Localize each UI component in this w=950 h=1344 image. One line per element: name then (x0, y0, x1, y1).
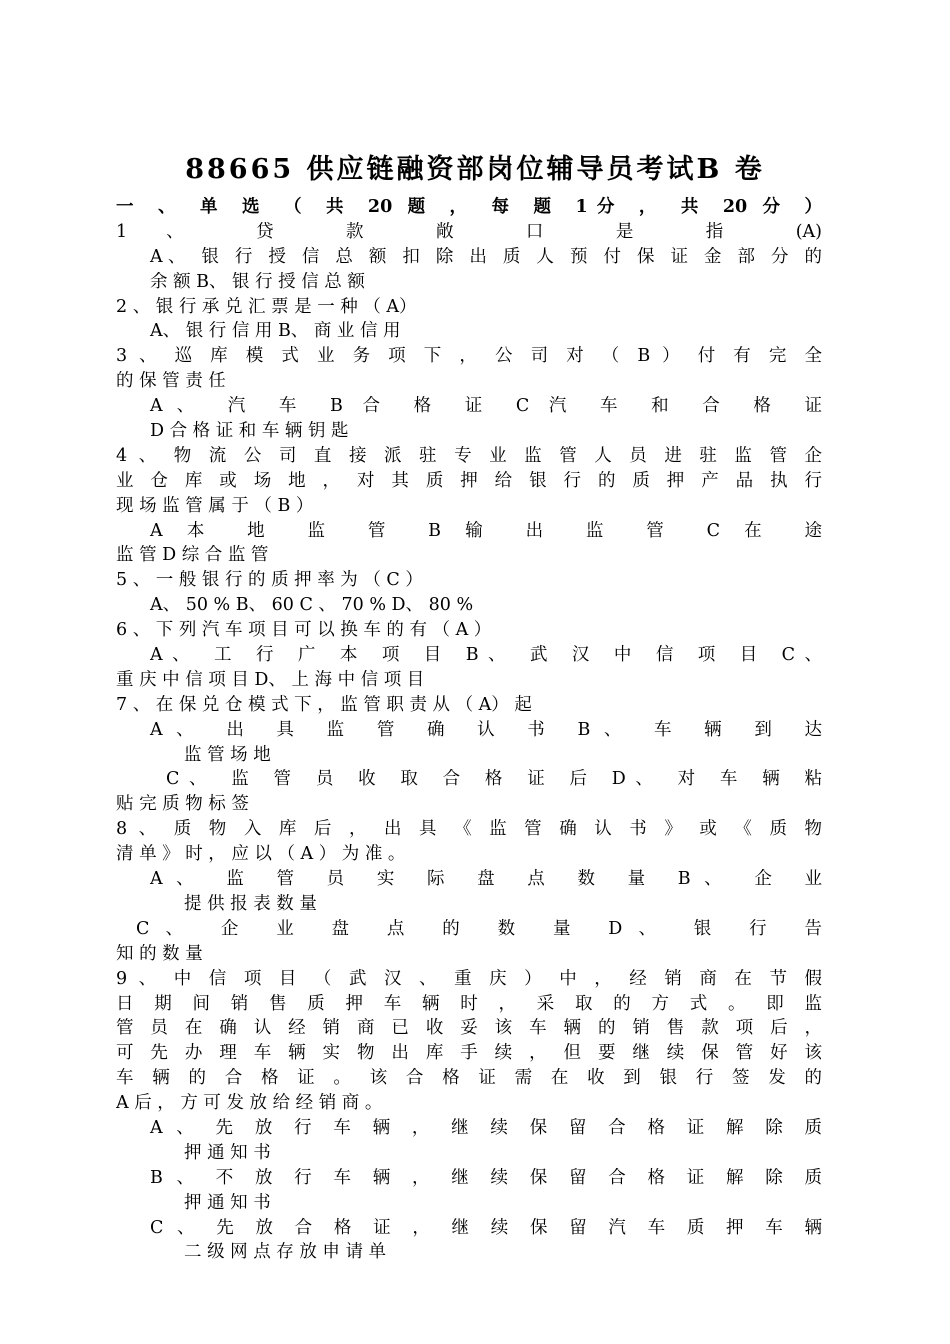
option-line: 监 管 场 地 (184, 744, 271, 765)
question-line: 日 期 间 销 售 质 押 车 辆 时 ， 采 取 的 方 式 。 即 监 (116, 993, 822, 1014)
option-line: B 、 不 放 行 车 辆 ， 继 续 保 留 合 格 证 解 除 质 (150, 1167, 822, 1188)
question-9: 9 、 中 信 项 目 （ 武 汉 、 重 庆 ） 中 ， 经 销 商 在 节 假 (116, 968, 822, 989)
option-line: 监 管 D 综 合 监 管 (116, 545, 269, 566)
section-heading: 一 、 单 选 （ 共 20 题 ， 每 题 1分 ， 共 20 分 ） (116, 197, 822, 217)
question-line: A 后 ， 方 可 发 放 给 经 销 商 。 (116, 1093, 383, 1114)
option-line: A、 汽 车 B 合 格 证 C 汽 车 和 合 格 证 (150, 396, 822, 417)
question-2: 2 、 银 行 承 兑 汇 票 是 一 种 （ A） (116, 296, 417, 317)
question-3: 3 、 巡 库 模 式 业 务 项 下 ， 公 司 对 （ B ） 付 有 完 全 (116, 346, 822, 367)
option-line: A、 监 管 员 实 际 盘 点 数 量 B、 企 业 (150, 869, 822, 890)
page-title: 88665 供应链融资部岗位辅导员考试B 卷 (185, 154, 765, 185)
option-line: 余 额 B、 银 行 授 信 总 额 (150, 271, 365, 292)
option-line: 重 庆 中 信 项 目 D、 上 海 中 信 项 目 (116, 669, 425, 690)
option-line: C、 监 管 员 收 取 合 格 证 后 D、 对 车 辆 粘 (166, 769, 822, 790)
option-line: 知 的 数 量 (116, 943, 203, 964)
question-5: 5 、 一 般 银 行 的 质 押 率 为 （ C ） (116, 570, 423, 591)
question-1: 1 、 贷 款 敞 口 是 指 (A) (116, 221, 822, 242)
question-line: 现 场 监 管 属 于 （ B ） (116, 495, 314, 516)
option-line: A、 出 具 监 管 确 认 书 B、 车 辆 到 达 (150, 719, 822, 740)
question-line: 管 员 在 确 认 经 销 商 已 收 妥 该 车 辆 的 销 售 款 项 后 ， (116, 1018, 822, 1039)
option-line: A、 工 行 广 本 项 目 B、 武 汉 中 信 项 目 C、 (150, 645, 822, 666)
question-line: 的 保 管 责 任 (116, 371, 226, 392)
option-line: A 本 地 监 管 B 输 出 监 管 C 在 途 (150, 520, 822, 541)
question-line: 车 辆 的 合 格 证 。 该 合 格 证 需 在 收 到 银 行 签 发 的 (116, 1068, 822, 1089)
option-line: A、 50 % B、 60 C 、 70 % D、 80 % (150, 595, 474, 616)
option-line: 押 通 知 书 (184, 1142, 271, 1163)
exam-content (116, 195, 822, 1265)
question-4: 4 、 物 流 公 司 直 接 派 驻 专 业 监 管 人 员 进 驻 监 管 企 (116, 445, 822, 466)
option-line: 提 供 报 表 数 量 (184, 893, 317, 914)
option-line: 押 通 知 书 (184, 1192, 271, 1213)
question-8: 8 、 质 物 入 库 后 ， 出 具 《 监 管 确 认 书 》 或 《 质 物 (116, 819, 822, 840)
question-7: 7 、 在 保 兑 仓 模 式 下 ， 监 管 职 责 从 （ A） 起 (116, 694, 532, 715)
option-line: 贴 完 质 物 标 签 (116, 794, 249, 815)
question-line: 业 仓 库 或 场 地 ， 对 其 质 押 给 银 行 的 质 押 产 品 执 行 (116, 470, 822, 491)
option-line: A、 银 行 信 用 B、 商 业 信 用 (150, 321, 401, 342)
option-line: A 、 先 放 行 车 辆 ， 继 续 保 留 合 格 证 解 除 质 (150, 1117, 822, 1138)
option-line: C 、 先 放 合 格 证 ， 继 续 保 留 汽 车 质 押 车 辆 (150, 1217, 822, 1238)
question-6: 6 、 下 列 汽 车 项 目 可 以 换 车 的 有 （ A ） (116, 620, 492, 641)
question-line: 可 先 办 理 车 辆 实 物 出 库 手 续 ， 但 要 继 续 保 管 好 该 (116, 1043, 822, 1064)
question-line: 清 单 》 时 ， 应 以 （ A ） 为 准 。 (116, 844, 406, 865)
option-line: C、 企 业 盘 点 的 数 量 D、 银 行 告 (136, 918, 822, 939)
option-line: 二 级 网 点 存 放 申 请 单 (184, 1242, 387, 1263)
option-line: D 合 格 证 和 车 辆 钥 匙 (150, 421, 349, 442)
option-line: A、 银 行 授 信 总 额 扣 除 出 质 人 预 付 保 证 金 部 分 的 (150, 246, 822, 267)
